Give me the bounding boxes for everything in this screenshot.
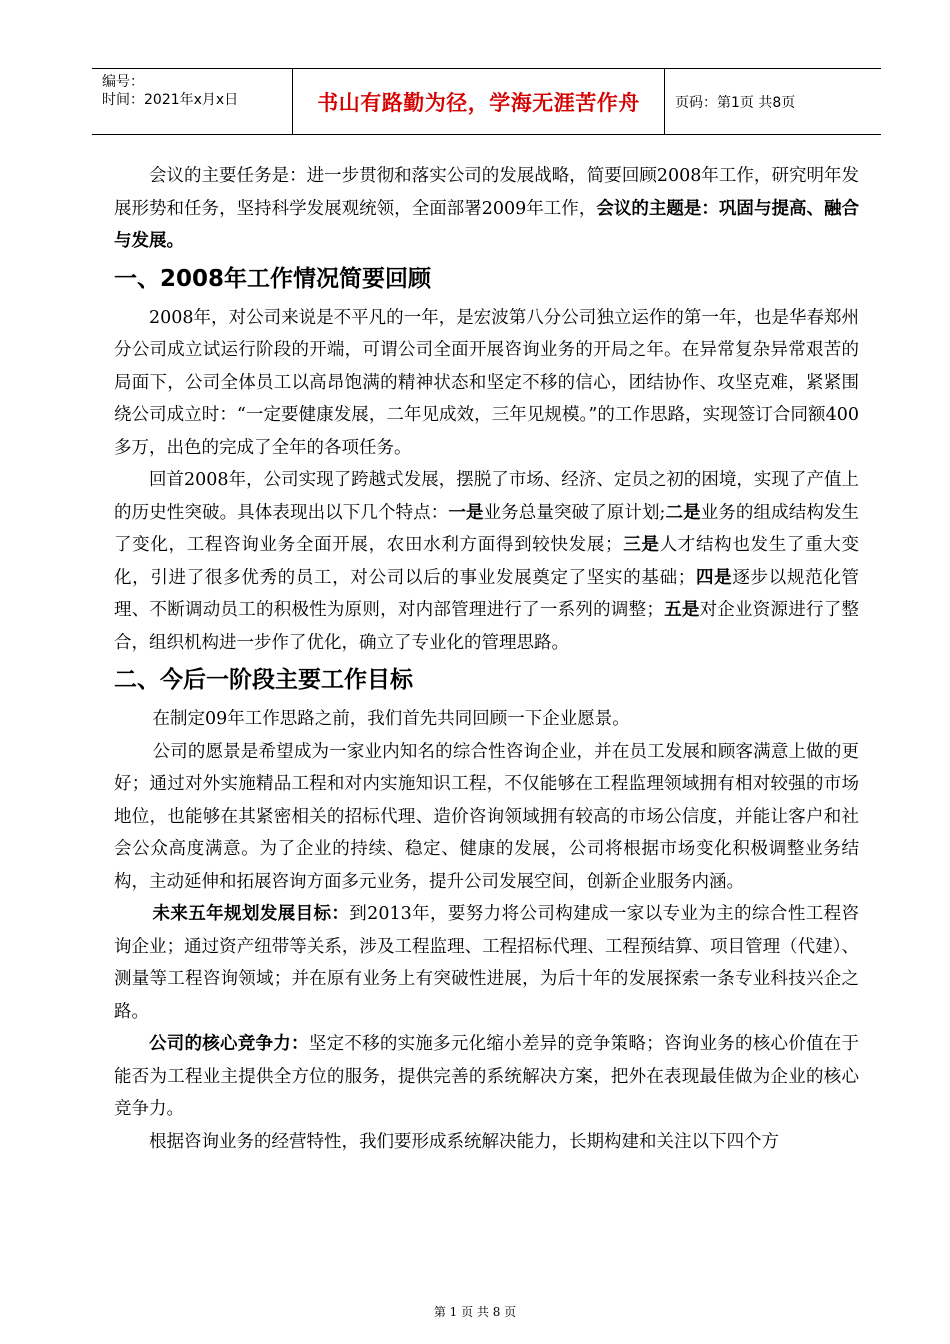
paragraph-vision: 公司的愿景是希望成为一家业内知名的综合性咨询企业，并在员工发展和顾客满意上做的更好；通过对外实施精品工程和对内实施知识工程，不仅能够在工程监理领域拥有相对较强的市场地位，也能够在其紧密相关的招标代理、造价咨询领域拥有较高的市场公信度，并能让客户和社会公众高度满意。为了企业的持续、稳定、健康的发展，公司将根据市场变化积极调整业务结构，主动延伸和拓展咨询方面多元业务，提升公司发展空间，创新企业服务内涵。 (114, 741, 859, 892)
paragraph-core-competence: 公司的核心竞争力：坚定不移的实施多元化缩小差异的竞争策略；咨询业务的核心价值在于能否为工程业主提供全方位的服务，提供完善的系统解决方案，把外在表现最佳做为企业的核心竞争力。 (114, 1034, 860, 1119)
page-footer: 第 1 页 共 8 页 (433, 1305, 517, 1319)
section-heading-goals: 二、今后一阶段主要工作目标 (114, 667, 413, 693)
meeting-theme: 会议的主题是：巩固与提高、融合与发展。 (114, 198, 860, 251)
number-label: 编号： (102, 74, 144, 90)
section-heading-review: 一、2008年工作情况简要回顾 (114, 265, 432, 292)
paragraph-business-traits: 根据咨询业务的经营特性，我们要形成系统解决能力，长期构建和关注以下四个方 (149, 1131, 779, 1152)
time-label: 时间：2021年x月x日 (102, 92, 239, 108)
paragraph-vision-intro: 在制定09年工作思路之前，我们首先共同回顾一下企业愿景。 (152, 709, 630, 729)
header-meta (92, 69, 293, 134)
document-header (92, 68, 881, 135)
paragraph-meeting-task: 会议的主要任务是：进一步贯彻和落实公司的发展战略，简要回顾2008年工作，研究明年发展形势和任务，坚持科学发展观统领，全面部署2009年工作，会议的主题是：巩固与提高、融合与发展。 (114, 166, 860, 251)
header-motto: 书山有路勤为径，学海无涯苦作舟 (293, 69, 665, 134)
header-page-info: 页码：第1页 共8页 (675, 94, 796, 111)
paragraph-2008-overview: 2008年，对公司来说是不平凡的一年，是宏波第八分公司独立运作的第一年，也是华春郑州分公司成立试运行阶段的开端，可谓公司全面开展咨询业务的开局之年。在异常复杂异常艰苦的局面下，公司全体员工以高昂饱满的精神状态和坚定不移的信心，团结协作、攻坚克难，紧紧围绕公司成立时：“一定要健康发展，二年见成效，三年见规模。”的工作思路，实现签订合同额400多万，出色的完成了全年的各项任务。 (114, 307, 859, 458)
document-body (114, 160, 859, 1158)
paragraph-five-year-goal: 未来五年规划发展目标：到2013年，要努力将公司构建成一家以专业为主的综合性工程咨询企业；通过资产纽带等关系，涉及工程监理、工程招标代理、工程预结算、项目管理（代建）、测量等工程咨询领域；并在原有业务上有突破性进展，为后十年的发展探索一条专业科技兴企之路。 (114, 904, 859, 1022)
paragraph-2008-features: 回首2008年，公司实现了跨越式发展，摆脱了市场、经济、定员之初的困境，实现了产值上的历史性突破。具体表现出以下几个特点：一是业务总量突破了原计划;二是业务的组成结构发生了变化，工程咨询业务全面开展，农田水利方面得到较快发展；三是人才结构也发生了重大变化，引进了很多优秀的员工，对公司以后的事业发展奠定了坚实的基础；四是逐步以规范化管理、不断调动员工的积极性为原则，对内部管理进行了一系列的调整；五是对企业资源进行了整合，组织机构进一步作了优化，确立了专业化的管理思路。 (114, 470, 860, 653)
